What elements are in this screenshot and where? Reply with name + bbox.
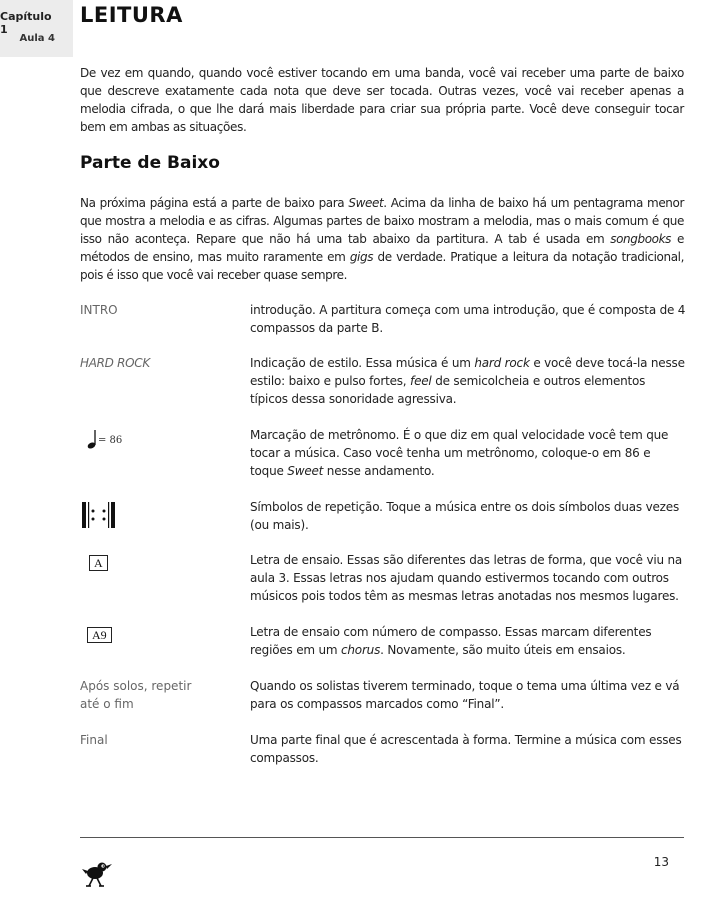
glossary-desc: introdução. A partitura começa com uma introdução, que é composta de 4 compassos da parte B. bbox=[250, 303, 686, 335]
page-title: LEITURA bbox=[80, 3, 183, 27]
glossary-desc: Quando os solistas tiverem terminado, toque o tema uma última vez e vá para os compassos marcados como “Final”. bbox=[250, 679, 680, 711]
glossary-desc: Letra de ensaio. Essas são diferentes das letras de forma, que você viu na aula 3. Essas letras nos ajudam quando estivermos tocando com outros músicos pois todos têm as mesmas letras anotadas nos mesmos lugares. bbox=[250, 553, 683, 603]
glossary-desc: Símbolos de repetição. Toque a música entre os dois símbolos duas vezes (ou mais). bbox=[250, 500, 679, 532]
bird-logo-icon bbox=[80, 860, 114, 892]
intro-paragraph: De vez em quando, quando você estiver tocando em uma banda, você vai receber uma parte de baixo que descreve exatamente cada nota que deve ser tocada. Outras vezes, você vai receber apenas a melodia cifrada, o que lhe dará mais liberdade para criar sua própria parte. Você deve conseguir tocar bem em ambas as situações. bbox=[80, 66, 684, 134]
repeat-sign-icon bbox=[82, 502, 118, 532]
section-paragraph: Na próxima página está a parte de baixo para Sweet. Acima da linha de baixo há um pentagrama menor que mostra a melodia e as cifras. Algumas partes de baixo mostram a melodia, mas o mais comum é que isso não aconteça. Repare que não há uma tab abaixo da partitura. A tab é usada em songbooks e métodos de ensino, mas muito raramente em gigs de verdade. Pratique a leitura da notação tradicional, pois é isso que você vai receber quase sempre. bbox=[80, 196, 685, 282]
quarter-note-icon bbox=[86, 429, 98, 451]
rehearsal-measure-box: A9 bbox=[87, 627, 112, 643]
glossary-desc: Indicação de estilo. Essa música é um hard rock e você deve tocá-la nesse estilo: baixo e pulso fortes, feel de semicolcheia e outros elementos típicos dessa sonoridade agressiva. bbox=[250, 356, 685, 406]
tempo-marking bbox=[86, 429, 126, 451]
glossary-desc: Uma parte final que é acrescentada à forma. Termine a música com esses compassos. bbox=[250, 733, 682, 765]
glossary-term: HARD ROCK bbox=[80, 356, 150, 370]
lesson-label: Aula 4 bbox=[19, 33, 55, 44]
glossary-desc: Letra de ensaio com número de compasso. Essas marcam diferentes regiões em um chorus. Novamente, são muito úteis em ensaios. bbox=[250, 625, 652, 657]
chapter-label: Capítulo 1 bbox=[0, 10, 52, 36]
glossary-term: INTRO bbox=[80, 303, 118, 317]
page-number: 13 bbox=[653, 855, 669, 869]
chapter-tab bbox=[0, 0, 73, 57]
tempo-value: = 86 bbox=[98, 435, 123, 446]
footer-divider bbox=[80, 837, 684, 838]
glossary-term: Final bbox=[80, 733, 108, 747]
rehearsal-letter-box: A bbox=[89, 555, 108, 571]
section-heading: Parte de Baixo bbox=[80, 153, 220, 173]
glossary-term: Após solos, repetir até o fim bbox=[80, 679, 192, 711]
glossary-desc: Marcação de metrônomo. É o que diz em qual velocidade você tem que tocar a música. Caso você tenha um metrônomo, coloque-o em 86 e toque Sweet nesse andamento. bbox=[250, 428, 669, 478]
